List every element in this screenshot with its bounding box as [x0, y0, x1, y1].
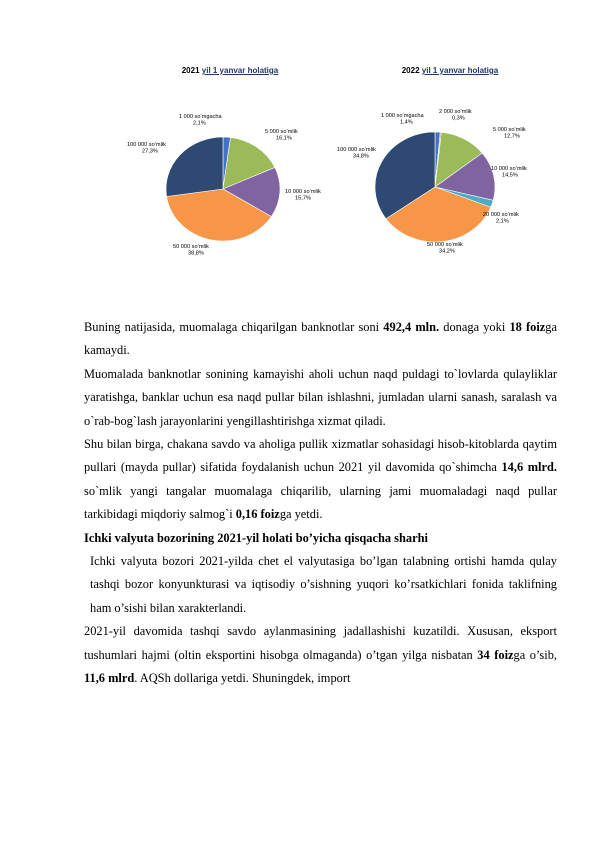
pie-value: 27,3%: [142, 148, 158, 155]
pie-label: 100 000 so‘mlik: [337, 147, 376, 153]
pie-value: 2,1%: [496, 218, 509, 225]
pie-label: 50 000 so‘mlik: [427, 242, 463, 248]
paragraph: Ichki valyuta bozori 2021-yilda chet el valyutasiga bo’lgan talabning ortishi hamda qulay tashqi bozor konyunkturasi va iqtisodiy o’sishning yuqori ko’rsatkichlari fonida taklifning ham o’sishi bilan xarakterlandi.: [90, 554, 557, 615]
chart-title-text: yil 1 yanvar holatiga: [201, 66, 279, 75]
document-body: [84, 316, 557, 691]
pie-value: 1,4%: [400, 119, 413, 126]
chart-title-year: 2022: [401, 66, 420, 75]
pie-value: 14,5%: [502, 172, 518, 179]
pie-value: 15,7%: [295, 195, 311, 202]
text-run: ga yetdi.: [279, 507, 323, 522]
text-run: donaga yoki: [439, 320, 510, 334]
chart-title: [105, 66, 355, 75]
bold-run: 34 foiz: [477, 647, 514, 662]
paragraph: Muomalada banknotlar sonining kamayishi aholi uchun naqd puldagi to`lovlarda qulayliklar yaratishga, banklar uchun esa naqd pullar bilan ishlashni, jumladan ularni sanash, saralash va o`rab-bog`lash jarayonlarini yengillashtirishga xizmat qiladi.: [84, 366, 557, 428]
text-run: . AQSh dollariga yetdi. Shuningdek, import: [134, 671, 351, 686]
pie-label: 2 000 so‘mlik: [439, 109, 472, 115]
pie-svg-2021: [105, 60, 355, 270]
pie-value: 16,1%: [276, 135, 292, 142]
pie-label: 100 000 so‘mlik: [127, 142, 166, 148]
pie-slice: [166, 137, 223, 196]
pie-value: 34,8%: [353, 153, 369, 160]
pie-value: 34,2%: [439, 248, 455, 255]
pie-label: 1 000 so‘mgacha: [381, 113, 424, 119]
pie-value: 38,8%: [188, 250, 204, 257]
paragraph: [84, 316, 557, 363]
pie-label: 10 000 so‘mlik: [285, 189, 321, 195]
pie-value: 0,3%: [452, 115, 465, 122]
pie-label: 10 000 so‘mlik: [491, 166, 527, 172]
chart-title-text: yil 1 yanvar holatiga: [421, 66, 499, 75]
chart-title: [325, 66, 575, 75]
text-run: ga o’sib,: [513, 647, 557, 662]
bold-run: 492,4 mln.: [383, 320, 440, 334]
paragraph: [84, 620, 557, 690]
text-run: so`mlik yangi tangalar muomalaga chiqarilib, ularning jami muomaladagi naqd pullar tarkibidagi miqdoriy salmog`i: [84, 483, 557, 522]
pie-label: 5 000 so‘mlik: [265, 129, 298, 135]
text-run: ga kamaydi.: [84, 320, 557, 358]
pie-label: 1 000 so‘mgacha: [179, 114, 222, 120]
text-run: Shu bilan birga, chakana savdo va aholiga pullik xizmatlar sohasidagi hisob-kitoblarda qaytim pullari (mayda pullar) sifatida foydalanish uchun 2021 yil davomida qo`shimcha: [84, 437, 557, 475]
pie-chart-2021: [105, 60, 355, 270]
text-run: 2021-yil davomida tashqi savdo aylanmasining jadallashishi kuzatildi. Xususan, eksport tushumlari hajmi (oltin eksportini hisobga olmaganda) o’tgan yilga nisbatan: [84, 624, 557, 662]
pie-value: 12,7%: [504, 133, 520, 140]
chart-title-year: 2021: [181, 66, 200, 75]
pie-label: 20 000 so‘mlik: [483, 212, 519, 218]
text-run: Buning natijasida, muomalaga chiqarilgan banknotlar soni: [84, 320, 384, 334]
pie-label: 5 000 so‘mlik: [493, 127, 526, 133]
heading-text: Ichki valyuta bozorining 2021-yil holati bo’yicha qisqacha sharhi: [84, 530, 428, 545]
bold-run: 11,6 mlrd: [84, 671, 135, 686]
pie-svg-2022: [325, 60, 575, 270]
pie-chart-2022: [325, 60, 575, 270]
pie-value: 2,1%: [193, 120, 206, 127]
pie-label: 50 000 so‘mlik: [173, 244, 209, 250]
bold-run: 18 foiz: [509, 320, 546, 334]
section-heading: [84, 527, 557, 550]
bold-run: 14,6 mlrd.: [501, 460, 557, 475]
paragraph: [84, 433, 557, 527]
bold-run: 0,16 foiz: [235, 507, 280, 522]
